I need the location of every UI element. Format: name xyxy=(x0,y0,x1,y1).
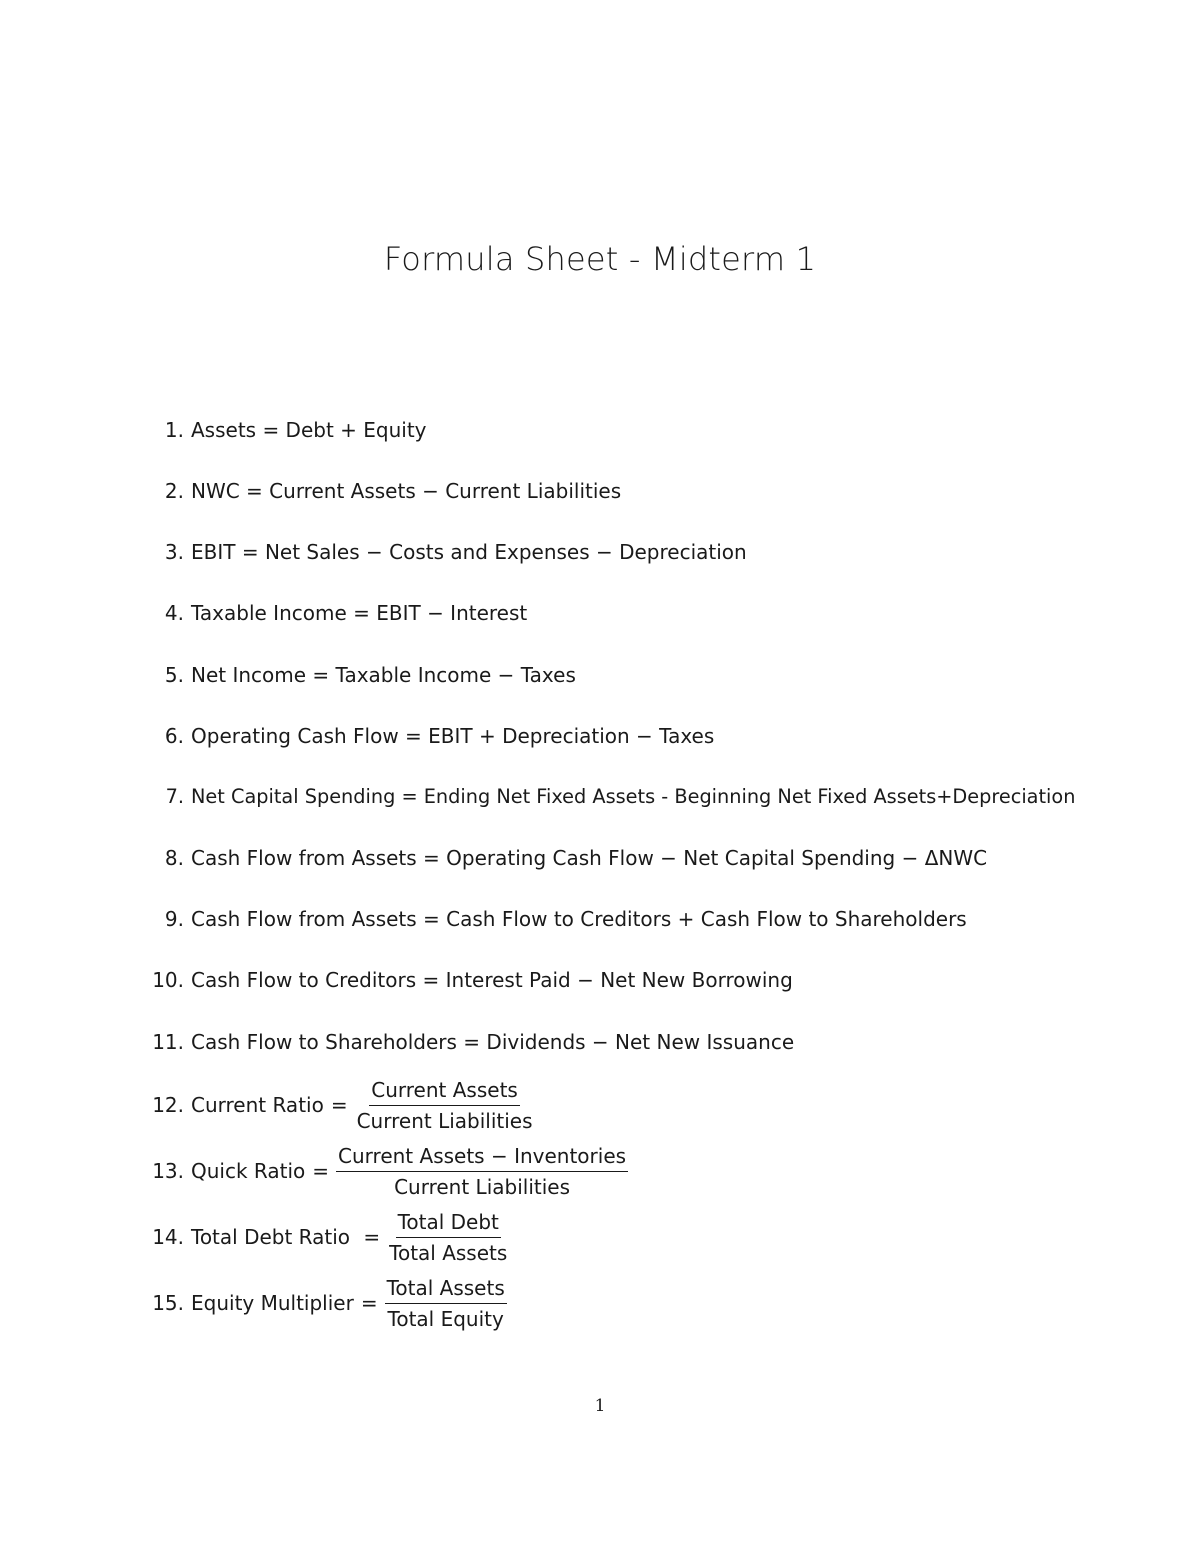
item-number: 2. xyxy=(164,479,184,503)
item-number: 8. xyxy=(164,846,184,870)
formula-text: Cash Flow to Shareholders = Dividends − Net New Issuance xyxy=(191,1030,795,1054)
formula-text: Cash Flow from Assets = Cash Flow to Creditors + Cash Flow to Shareholders xyxy=(191,907,967,931)
ratio-name: Current Ratio xyxy=(191,1093,324,1117)
equals-sign: = xyxy=(360,1291,378,1315)
page-title: Formula Sheet - Midterm 1 xyxy=(383,240,817,278)
list-item xyxy=(140,540,1190,564)
denominator: Total Assets xyxy=(389,1240,508,1265)
list-item xyxy=(140,1074,1190,1136)
formula-text: EBIT = Net Sales − Costs and Expenses − Depreciation xyxy=(191,540,747,564)
list-item xyxy=(140,785,1190,808)
list-item xyxy=(140,663,1190,687)
numerator: Current Assets − Inventories xyxy=(336,1144,628,1172)
item-number: 12. xyxy=(152,1093,184,1117)
list-item xyxy=(140,1140,1190,1202)
formula-text: Net Capital Spending = Ending Net Fixed Assets - Beginning Net Fixed Assets+Depreciation xyxy=(191,785,1076,808)
fraction xyxy=(336,1144,628,1199)
fraction xyxy=(387,1210,509,1265)
formula-text: Taxable Income = EBIT − Interest xyxy=(191,601,528,625)
fraction xyxy=(385,1276,507,1331)
denominator: Total Equity xyxy=(387,1306,504,1331)
item-number: 15. xyxy=(152,1291,184,1315)
item-number: 13. xyxy=(152,1159,184,1183)
numerator: Current Assets xyxy=(369,1078,520,1106)
item-number: 7. xyxy=(165,785,184,808)
list-item xyxy=(140,601,1190,625)
formula-text: Assets = Debt + Equity xyxy=(191,418,427,442)
list-item xyxy=(140,418,1190,442)
numerator: Total Debt xyxy=(396,1210,501,1238)
formula-text: Cash Flow from Assets = Operating Cash Flow − Net Capital Spending − ΔNWC xyxy=(191,846,988,870)
item-number: 11. xyxy=(152,1030,184,1054)
item-number: 10. xyxy=(152,968,184,992)
ratio-name: Total Debt Ratio xyxy=(191,1225,357,1249)
ratio-name: Quick Ratio xyxy=(191,1159,306,1183)
formula-text: Net Income = Taxable Income − Taxes xyxy=(191,663,576,687)
denominator: Current Liabilities xyxy=(394,1174,570,1199)
item-number: 4. xyxy=(164,601,184,625)
list-item xyxy=(140,724,1190,748)
item-number: 3. xyxy=(164,540,184,564)
list-item xyxy=(140,846,1190,870)
list-item xyxy=(140,479,1190,503)
item-number: 14. xyxy=(152,1225,184,1249)
formula-text: Cash Flow to Creditors = Interest Paid − Net New Borrowing xyxy=(191,968,793,992)
formula-text: Operating Cash Flow = EBIT + Depreciation − Taxes xyxy=(191,724,715,748)
item-number: 5. xyxy=(164,663,184,687)
list-item xyxy=(140,1030,1190,1054)
item-number: 9. xyxy=(164,907,184,931)
item-number: 1. xyxy=(164,418,184,442)
formula-text: NWC = Current Assets − Current Liabilities xyxy=(191,479,622,503)
list-item xyxy=(140,907,1190,931)
denominator: Current Liabilities xyxy=(356,1108,533,1133)
equals-sign: = xyxy=(363,1225,381,1249)
equals-sign: = xyxy=(330,1093,348,1117)
ratio-name: Equity Multiplier xyxy=(191,1291,354,1315)
list-item xyxy=(140,1206,1190,1268)
list-item xyxy=(140,1272,1190,1334)
list-item xyxy=(140,968,1190,992)
equals-sign: = xyxy=(312,1159,330,1183)
item-number: 6. xyxy=(164,724,184,748)
numerator: Total Assets xyxy=(385,1276,507,1304)
page-number: 1 xyxy=(594,1396,606,1416)
fraction xyxy=(355,1078,535,1133)
